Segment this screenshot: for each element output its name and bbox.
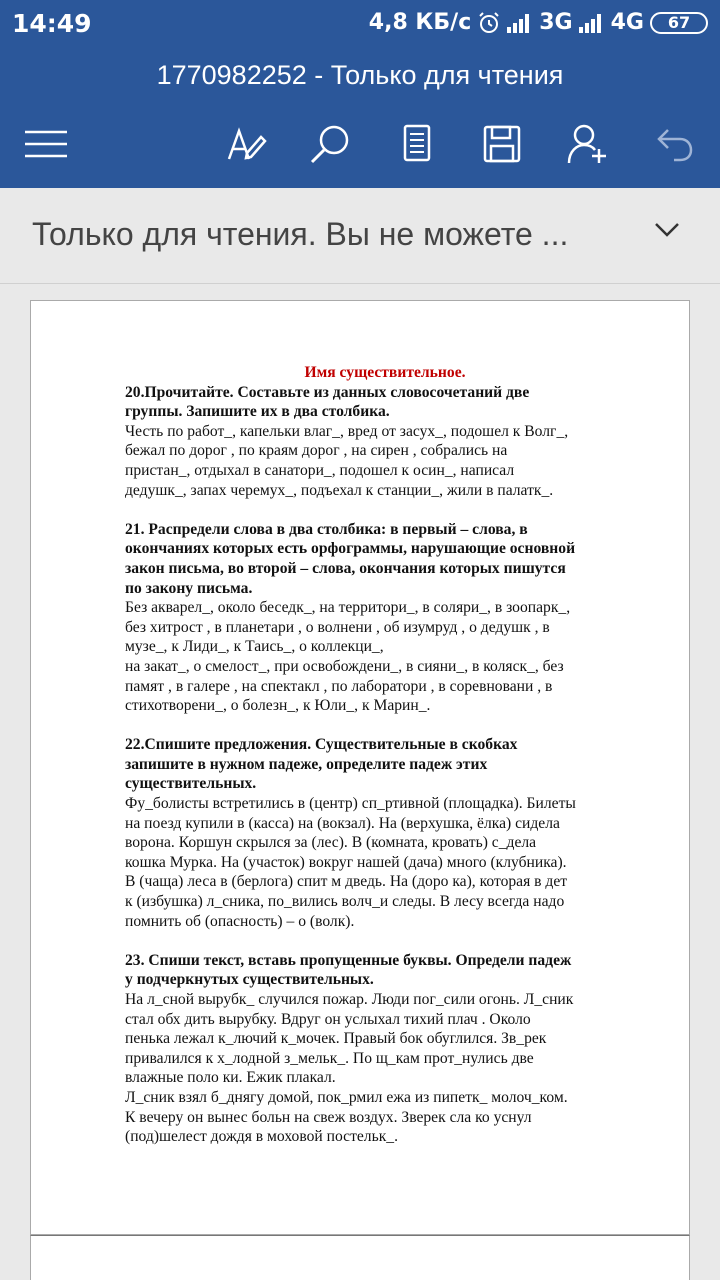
- task-title-line: 20.Прочитайте. Составьте из данных словосочетаний две: [125, 383, 530, 401]
- task-body-line: помнить об (опасность) – о (волк).: [125, 912, 355, 930]
- search-icon[interactable]: [305, 120, 355, 168]
- status-time: 14:49: [12, 9, 92, 38]
- share-person-add-icon[interactable]: [563, 120, 613, 168]
- save-icon[interactable]: [477, 120, 527, 168]
- app-bar: [0, 50, 720, 188]
- task-body-line: ворона. Коршун скрылся за (лес). В (комната, кровать) с_дела: [125, 834, 537, 852]
- task-title-line: группы. Запишите их в два столбика.: [125, 403, 390, 421]
- task-body-line: стал обх дить вырубку. Вдруг он услыхал тихий плач . Около: [125, 1010, 531, 1028]
- task-block: [125, 520, 645, 716]
- task-body-line: Л_сник взял б_днягу домой, пок_рмил ежа из пипетк_ молоч_ком.: [125, 1088, 568, 1106]
- status-indicators: [369, 10, 708, 35]
- read-only-message: Только для чтения. Вы не можете ...: [32, 216, 569, 252]
- read-only-banner[interactable]: [0, 188, 720, 284]
- task-body-line: Честь по работ_, капельки влаг_, вред от засух_, подошел к Волг_,: [125, 422, 569, 440]
- task-title-line: запишите в нужном падеже, определите падеж этих: [125, 755, 488, 773]
- menu-icon[interactable]: [21, 120, 71, 168]
- task-title-line: окончаниях которых есть орфограммы, нарушающие основной: [125, 540, 576, 558]
- task-body-line: пенька лежал к_лючий к_мочек. Правый бок обуглился. Зв_рек: [125, 1030, 547, 1048]
- task-title-line: 21. Распредели слова в два столбика: в первый – слова, в: [125, 520, 528, 538]
- battery-icon: 67: [650, 12, 708, 34]
- toolbar: [0, 120, 720, 168]
- next-page: [30, 1235, 690, 1280]
- task-body-line: на поезд купили в (касса) на (вокзал). На (верхушка, ёлка) сидела: [125, 814, 560, 832]
- paragraph-gap: [125, 931, 645, 951]
- task-block: [125, 383, 645, 501]
- document-heading: Имя существительное.: [304, 364, 466, 381]
- task-body-line: дедушк_, запах черемух_, подъехал к станции_, жили в палатк_.: [125, 481, 554, 499]
- document-viewport[interactable]: [0, 284, 720, 1280]
- network-speed: 4,8 КБ/с: [368, 10, 472, 35]
- task-block: [125, 951, 645, 1147]
- task-body-line: Фу_болисты встретились в (центр) сп_ртивной (площадка). Билеты: [125, 795, 576, 813]
- task-list: [125, 383, 645, 1147]
- task-body-line: В (чаща) леса в (берлога) спит м дведь. На (доро ка), которая в дет: [125, 873, 568, 891]
- signal-icon: [507, 13, 533, 33]
- task-body-line: (под)шелест дождя в моховой постельк_.: [125, 1128, 398, 1146]
- edit-pen-icon[interactable]: [221, 120, 271, 168]
- task-block: [125, 735, 645, 931]
- task-body-line: привалился к х_лодной з_мельк_. По щ_кам прот_нулись две: [125, 1049, 534, 1067]
- paragraph-gap: [125, 500, 645, 520]
- task-body-line: На л_сной вырубк_ случился пожар. Люди пог_сили огонь. Л_сник: [125, 991, 574, 1008]
- task-body-line: кошка Мурка. На (участок) вокруг нашей (дача) много (клубника).: [125, 853, 567, 871]
- task-body-line: влажные поло ки. Ежик плакал.: [125, 1069, 336, 1087]
- task-body-line: К вечеру он вынес больн на свеж воздух. Зверек сла ко уснул: [125, 1108, 532, 1126]
- task-body-line: на закат_, о смелост_, при освобождени_, в сияни_, в коляск_, без: [125, 657, 564, 675]
- task-body-line: памят , в галере , на спектакл , по лаборатори , в соревновани , в: [125, 677, 553, 695]
- task-title-line: 23. Спиши текст, вставь пропущенные буквы. Определи падеж: [125, 951, 572, 969]
- task-title-line: закон письма, во второй – слова, окончания которых пишутся: [125, 559, 566, 577]
- signal-icon: [579, 13, 605, 33]
- task-title-line: у подчеркнутых существительных.: [125, 971, 374, 989]
- paragraph-gap: [125, 716, 645, 736]
- task-body-line: бежал по дорог , по краям дорог , на сирен , собрались на: [125, 442, 508, 460]
- task-body-line: пристан_, отдыхал в санатори_, подошел к осин_, написал: [125, 461, 515, 479]
- task-body-line: Без акварел_, около беседк_, на территори_, в соляри_, в зоопарк_,: [125, 599, 571, 617]
- network-type-1: 3G: [539, 10, 573, 35]
- task-title-line: существительных.: [125, 775, 257, 793]
- task-body-line: стихотворени_, о болезн_, к Юли_, к Марин_.: [125, 697, 431, 715]
- task-body-line: к (избушка) л_сника, по_вились волч_и следы. В лесу всегда надо: [125, 893, 565, 911]
- undo-icon[interactable]: [650, 120, 700, 168]
- task-title-line: 22.Спишите предложения. Существительные в скобках: [125, 736, 518, 754]
- status-bar: [0, 0, 720, 50]
- network-type-2: 4G: [610, 10, 644, 35]
- task-body-line: без хитрост , в планетари , о волнени , об изумруд , о дедушк , в: [125, 618, 550, 636]
- document-content: [125, 363, 645, 1147]
- reading-view-icon[interactable]: [392, 120, 442, 168]
- alarm-icon: [477, 11, 501, 35]
- task-title-line: по закону письма.: [125, 579, 253, 597]
- chevron-down-icon[interactable]: [654, 222, 680, 242]
- task-body-line: музе_, к Лиди_, к Таись_, о коллекци_,: [125, 638, 384, 656]
- document-title: 1770982252 - Только для чтения: [156, 60, 564, 90]
- document-page: [30, 300, 690, 1235]
